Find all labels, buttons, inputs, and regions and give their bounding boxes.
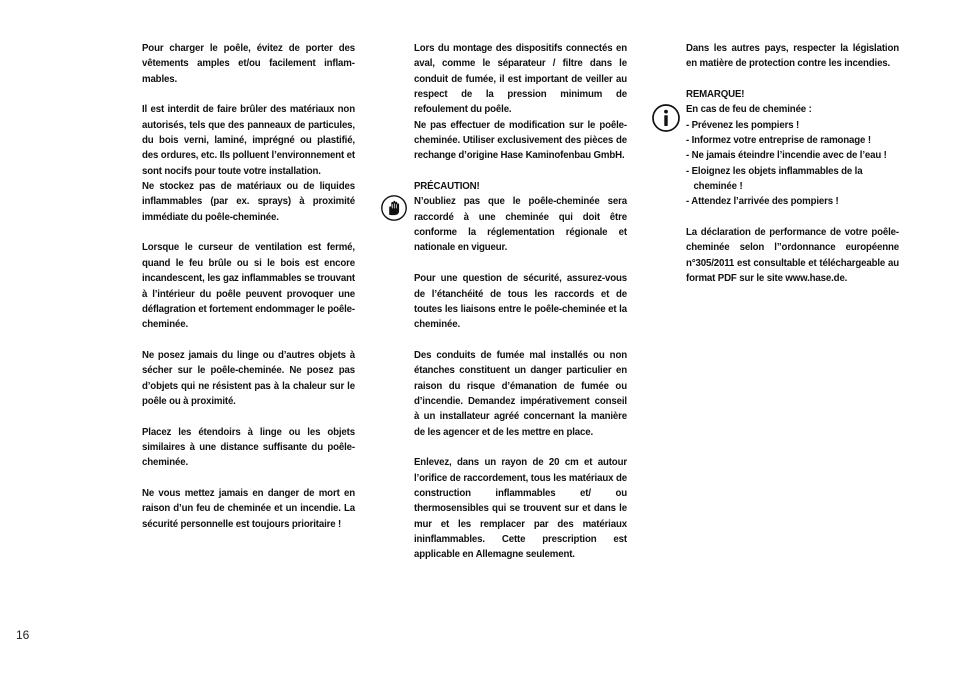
column-2 xyxy=(414,41,627,563)
remark-item: - Attendez l’arrivée des pompiers ! xyxy=(686,196,839,208)
page-number: 16 xyxy=(16,628,30,642)
paragraph-flammable-storage: Ne stockez pas de matériaux ou de liquides inflammables (par ex. sprays) à proximité immédiate du poêle-cheminée. xyxy=(142,181,355,223)
caution-block xyxy=(414,179,627,256)
column-3 xyxy=(686,41,899,287)
remark-item: - Eloignez les objets inflammables de la cheminée ! xyxy=(686,165,863,193)
paragraph-flue-danger: Des conduits de fumée mal installés ou non étanches constituent un danger particulier en raison du risque d’émanation de fumée ou d’incendie. Demandez impérativement conseil à un installateur agréé concernant la manière de les agencer et de les mettre en place. xyxy=(414,349,627,438)
paragraph-drying-laundry: Ne posez jamais du linge ou d’autres objets à sécher sur le poêle-cheminée. Ne posez pas d’objets qui ne résistent pas à la chaleur sur le poêle ou à proximité. xyxy=(142,349,355,407)
paragraph-personal-safety: Ne vous mettez jamais en danger de mort en raison d’un feu de cheminée et un incendie. La sécurité personnelle est toujours prioritaire ! xyxy=(142,487,355,530)
paragraph-other-countries: Dans les autres pays, respecter la législation en matière de protection contre les incendies. xyxy=(686,43,899,70)
paragraph-downstream-devices: Lors du montage des dispositifs connectés en aval, comme le séparateur / filtre dans le conduit de fumée, il est important de veiller au respect de la pression minimum de refoulement du poêle. xyxy=(414,43,627,116)
remark-intro: En cas de feu de cheminée : xyxy=(686,104,812,116)
paragraph-declaration-of-performance: La déclaration de performance de votre poêle-cheminée selon l’’ordonnance européenne n°305/2011 est consultable et téléchargeable au format PDF sur le site www.hase.de. xyxy=(686,227,899,285)
paragraph-connection-radius: Enlevez, dans un rayon de 20 cm et autour l’orifice de raccordement, tous les matériaux de construction inflammables et/ ou thermosensibles qui se trouvent sur et dans le mur et les remplacer par des matériaux ininflammables. Cette prescription est applicable en Allemagne seulement. xyxy=(414,457,627,561)
paragraph-ventilation-slider: Lorsque le curseur de ventilation est fermé, quand le feu brûle ou si le bois est encore incandescent, les gaz inflammables se trouvant à l’intérieur du poêle peuvent provoquer une déflagration et fortement endommager le poêle-cheminée. xyxy=(142,242,355,331)
paragraph-no-modification: Ne pas effectuer de modification sur le poêle-cheminée. Utiliser exclusivement des pièces de rechange d’origine Hase Kaminofenbau GmbH. xyxy=(414,119,627,162)
remark-item: - Informez votre entreprise de ramonage ! xyxy=(686,135,871,147)
column-1 xyxy=(142,41,355,532)
remark-item: - Prévenez les pompiers ! xyxy=(686,119,800,131)
paragraph-clothing: Pour charger le poêle, évitez de porter des vêtements amples et/ou facilement inflammables. xyxy=(142,43,355,85)
caution-title: PRÉCAUTION! xyxy=(414,181,480,193)
info-icon xyxy=(651,103,681,133)
paragraph-drying-racks: Placez les étendoirs à linge ou les objets similaires à une distance suffisante du poêle-cheminée. xyxy=(142,426,355,469)
remark-item: - Ne jamais éteindre l’incendie avec de l’eau ! xyxy=(686,150,887,162)
caution-text: N’oubliez pas que le poêle-cheminée sera raccordé à une cheminée qui doit être conforme la réglementation régionale et nationale en vigueur. xyxy=(414,196,627,254)
paragraph-forbidden-materials: Il est interdit de faire brûler des matériaux non autorisés, tels que des panneaux de particules, du bois verni, laminé, imprégné ou plastifié, des ordures, etc. Ils polluent l’environnement et sont nocifs pour toute votre installation. xyxy=(142,104,355,177)
remark-block xyxy=(686,87,899,210)
paragraph-sealing: Pour une question de sécurité, assurez-vous de l’étanchéité de tous les raccords et de toutes les liaisons entre le poêle-cheminée et la cheminée. xyxy=(414,273,627,331)
warning-hand-icon xyxy=(381,195,407,221)
remark-title: REMARQUE! xyxy=(686,89,745,101)
